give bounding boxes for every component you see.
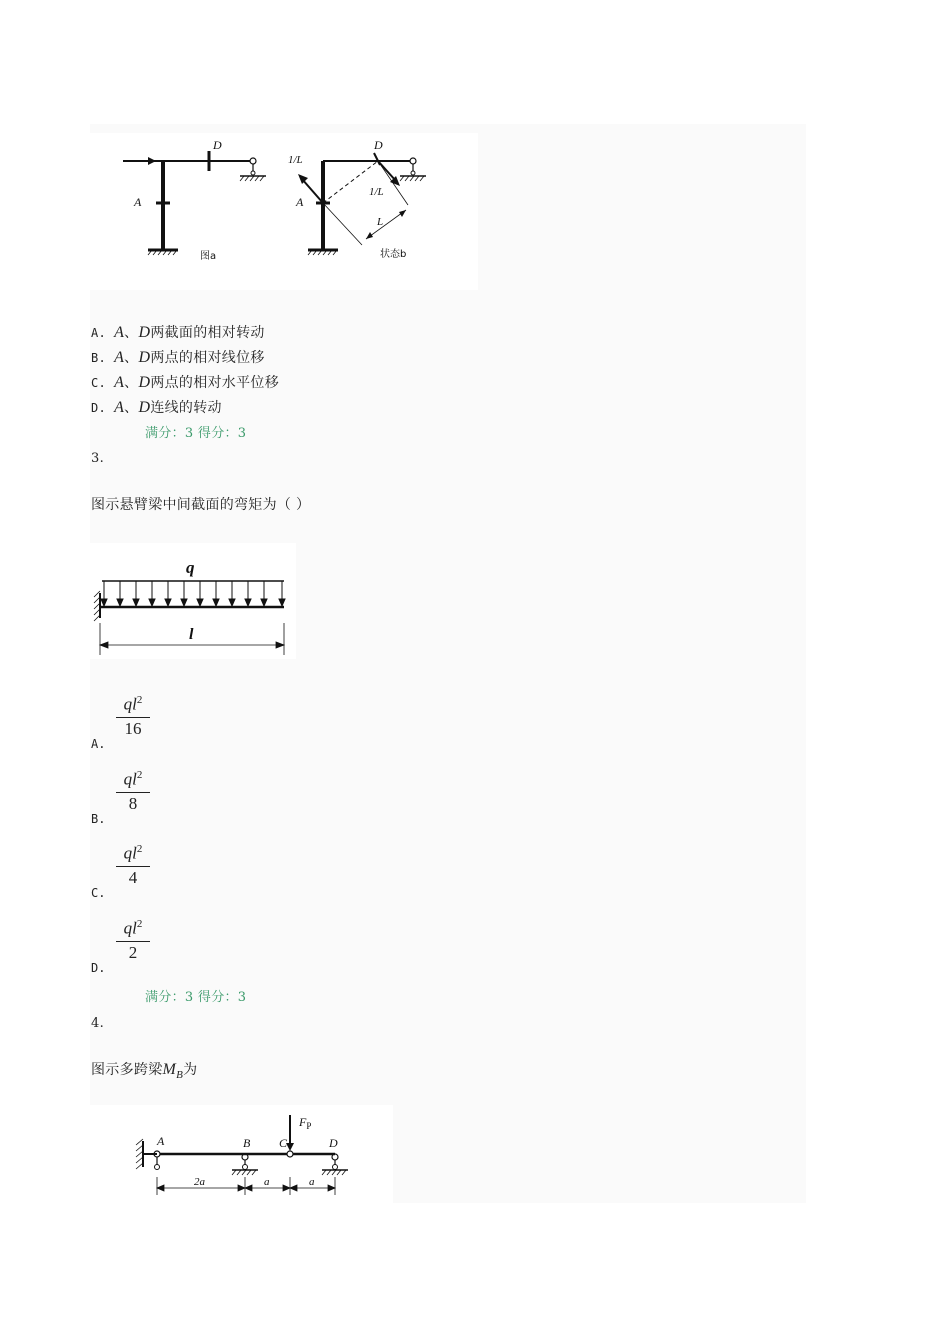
q3-option-b-num: ql xyxy=(123,769,137,789)
q3-option-b-fraction xyxy=(116,764,150,815)
q4-figure xyxy=(90,1105,393,1203)
q2-figure xyxy=(90,133,478,290)
q3-figure-svg xyxy=(90,543,296,659)
q2-option-b-pre: A xyxy=(114,349,125,366)
q3-option-d[interactable]: D. xyxy=(91,961,106,975)
q3-label-q: q xyxy=(186,558,195,577)
q2-option-b-sep: 、 xyxy=(124,350,139,366)
q3-question: 图示悬臂梁中间截面的弯矩为（ ） xyxy=(91,497,311,513)
q4-question-m: M xyxy=(162,1061,177,1078)
q2-option-c[interactable] xyxy=(91,374,279,392)
q2-a-label-d: D xyxy=(213,138,222,152)
q2-option-d-pre: A xyxy=(114,399,125,416)
q2-option-c-sep: 、 xyxy=(124,375,139,391)
q3-option-d-den: 2 xyxy=(128,942,138,962)
q3-option-c-fraction xyxy=(116,838,150,889)
q2-option-a-text: 两截面的相对转动 xyxy=(150,325,265,341)
q3-option-c-exp: 2 xyxy=(136,843,143,855)
q3-option-a-exp: 2 xyxy=(136,694,143,706)
q3-score: 满分：3 得分：3 xyxy=(145,990,247,1005)
q3-option-b-den: 8 xyxy=(128,793,138,813)
q3-option-a[interactable]: A. xyxy=(91,737,106,751)
q3-option-a-fraction xyxy=(116,689,150,740)
q2-option-b-post: D xyxy=(138,349,151,366)
q3-option-c-num: ql xyxy=(123,843,137,863)
q3-option-a-den: 16 xyxy=(124,718,142,738)
q3-option-b[interactable]: B. xyxy=(91,812,106,826)
q4-label-b: B xyxy=(243,1136,251,1150)
q4-label-f xyxy=(298,1115,311,1131)
q4-dim-a2: a xyxy=(309,1176,315,1188)
q2-option-c-pre: A xyxy=(114,374,125,391)
q2-b-label-l: L xyxy=(377,216,384,228)
q2-a-label-a: A xyxy=(134,195,142,209)
q3-option-c-den: 4 xyxy=(128,867,138,887)
q3-option-d-num: ql xyxy=(123,918,137,938)
q4-figure-svg xyxy=(90,1105,393,1203)
q3-option-b-exp: 2 xyxy=(136,769,143,781)
q4-label-f-sub: P xyxy=(306,1121,312,1131)
q4-question-post: 为 xyxy=(183,1062,198,1078)
q3-figure xyxy=(90,543,296,659)
q2-option-c-text: 两点的相对水平位移 xyxy=(150,375,280,391)
q4-label-d: D xyxy=(329,1136,338,1150)
q2-option-d-letter: D. xyxy=(91,401,107,415)
q4-question-sub: B xyxy=(176,1068,184,1081)
q2-option-d-sep: 、 xyxy=(124,400,139,416)
q2-option-b-letter: B. xyxy=(91,351,107,365)
q2-option-a-letter: A. xyxy=(91,326,107,340)
q2-option-a[interactable] xyxy=(91,324,265,342)
q2-option-d-text: 连线的转动 xyxy=(150,400,222,416)
q2-option-a-post: D xyxy=(138,324,151,341)
q4-question xyxy=(91,1061,197,1084)
q3-number: 3. xyxy=(91,451,105,466)
q4-label-f-main: F xyxy=(299,1115,307,1129)
q3-option-d-exp: 2 xyxy=(136,918,143,930)
q3-label-l: l xyxy=(189,626,194,643)
q3-option-d-fraction xyxy=(116,913,150,964)
q2-figure-svg xyxy=(90,133,478,290)
q4-number: 4. xyxy=(91,1016,105,1031)
q4-label-c: C xyxy=(279,1136,288,1150)
q2-score: 满分：3 得分：3 xyxy=(145,426,247,441)
q2-option-a-sep: 、 xyxy=(124,325,139,341)
q4-label-a: A xyxy=(157,1134,165,1148)
q2-a-caption: 图a xyxy=(200,251,217,262)
q2-b-label-a: A xyxy=(296,195,304,209)
q2-option-c-letter: C. xyxy=(91,376,107,390)
q3-option-a-num: ql xyxy=(123,694,137,714)
q2-option-d-post: D xyxy=(138,399,151,416)
q4-question-pre: 图示多跨梁 xyxy=(91,1062,163,1078)
q2-b-label-d: D xyxy=(374,138,383,152)
q2-option-b[interactable] xyxy=(91,349,265,367)
q4-dim-a1: a xyxy=(264,1176,270,1188)
q3-option-c[interactable]: C. xyxy=(91,886,106,900)
q2-option-b-text: 两点的相对线位移 xyxy=(150,350,265,366)
q3-load-arrows xyxy=(101,581,285,606)
q2-option-c-post: D xyxy=(138,374,151,391)
q2-b-label-1l-left: 1/L xyxy=(288,154,303,166)
q2-option-d[interactable] xyxy=(91,399,222,417)
q2-b-label-1l-right: 1/L xyxy=(369,186,384,198)
q2-b-caption: 状态b xyxy=(380,249,407,260)
q4-dim-2a: 2a xyxy=(194,1176,205,1188)
q2-option-a-pre: A xyxy=(114,324,125,341)
